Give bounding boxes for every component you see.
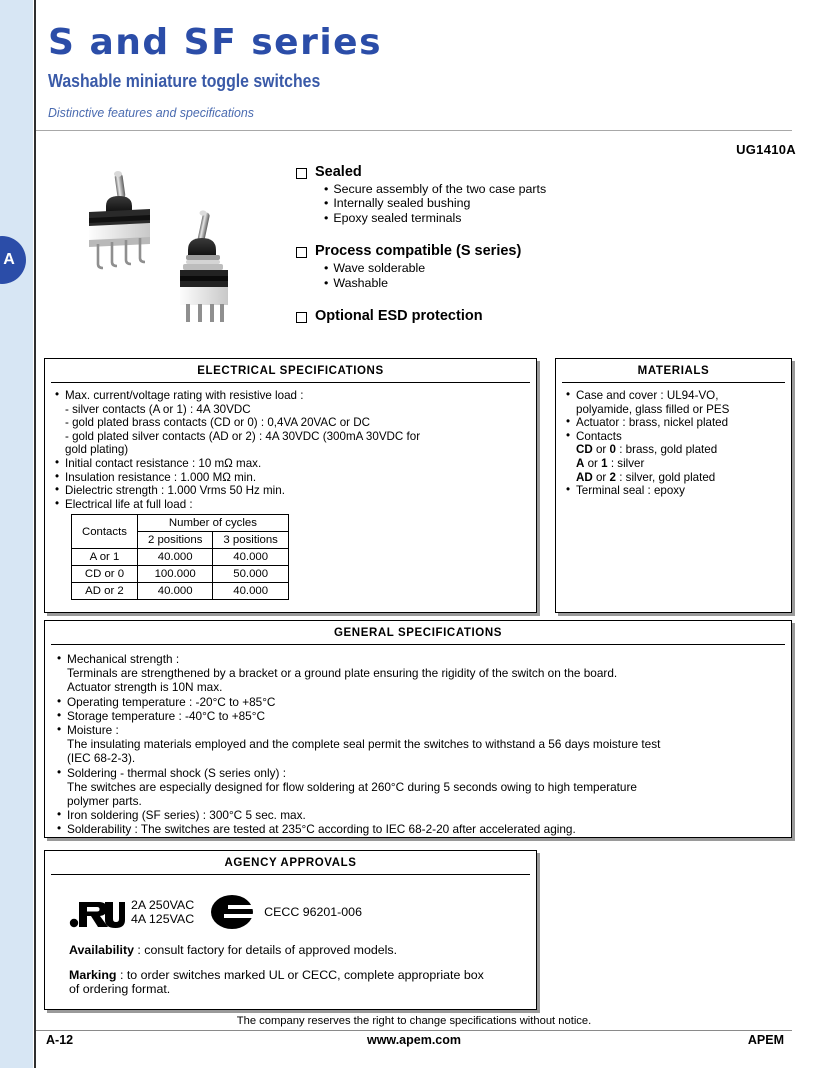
spec-line: - gold plated silver contacts (AD or 2) : 4A 30VDC (300mA 30VDC for bbox=[65, 429, 421, 443]
spec-line: gold plating) bbox=[65, 443, 129, 457]
spec-line: • Terminal seal : epoxy bbox=[566, 484, 783, 498]
contact-desc: : brass, gold plated bbox=[619, 443, 718, 457]
cell-2pos: 100.000 bbox=[137, 566, 212, 583]
cecc-approval-number: CECC 96201-006 bbox=[264, 905, 362, 919]
spec-line: Actuator strength is 10N max. bbox=[67, 680, 223, 695]
spec-line: • Storage temperature : -40°C to +85°C bbox=[57, 709, 781, 723]
contact-alt-code: 1 bbox=[601, 456, 608, 470]
page-subtitle: Washable miniature toggle switches bbox=[48, 71, 321, 91]
cell-contacts: CD or 0 bbox=[72, 566, 138, 583]
cecc-icon bbox=[210, 893, 254, 931]
features-list bbox=[296, 164, 596, 326]
spec-line: polymer parts. bbox=[67, 794, 142, 809]
marking-text: : to order switches marked UL or CECC, complete appropriate box bbox=[116, 967, 484, 982]
list-item: • Epoxy sealed terminals bbox=[324, 211, 596, 225]
cell-contacts: AD or 2 bbox=[72, 583, 138, 600]
contact-desc: : silver bbox=[610, 456, 645, 470]
list-item: • Internally sealed bushing bbox=[324, 196, 596, 210]
feature-heading-label: Optional ESD protection bbox=[315, 308, 483, 325]
general-specifications-body bbox=[45, 645, 791, 843]
page-tagline: Distinctive features and specifications bbox=[48, 105, 254, 120]
ul-rating-line-2: 4A 125VAC bbox=[131, 912, 195, 926]
general-specifications-box bbox=[44, 620, 792, 838]
product-photos bbox=[62, 168, 267, 323]
table-row bbox=[72, 549, 289, 566]
section-tab-a: A bbox=[0, 236, 26, 284]
table-row bbox=[72, 566, 289, 583]
spec-line: • Operating temperature : -20°C to +85°C bbox=[57, 695, 781, 709]
marking-note bbox=[69, 968, 514, 997]
spec-line: • Max. current/voltage rating with resistive load : bbox=[55, 389, 528, 403]
materials-title: MATERIALS bbox=[562, 359, 785, 383]
agency-approvals-title: AGENCY APPROVALS bbox=[51, 851, 530, 875]
contact-desc: : silver, gold plated bbox=[619, 470, 716, 484]
spec-line: • Iron soldering (SF series) : 300°C 5 sec. max. bbox=[57, 808, 781, 822]
list-item: • Washable bbox=[324, 276, 596, 290]
checkbox-square-icon bbox=[296, 247, 307, 258]
left-edge-stripe bbox=[0, 0, 33, 1068]
page-footer bbox=[36, 1033, 792, 1047]
table-header-2-positions: 2 positions bbox=[137, 532, 212, 549]
spec-line: • Case and cover : UL94-VO, bbox=[566, 389, 783, 403]
spec-line: • Contacts bbox=[566, 430, 783, 444]
agency-approvals-box bbox=[44, 850, 537, 1010]
spec-line: The insulating materials employed and the complete seal permit the switches to withstand a 56 days moisture test bbox=[67, 737, 661, 752]
ul-listed-icon bbox=[69, 894, 125, 930]
electrical-specifications-box bbox=[44, 358, 537, 613]
table-row bbox=[72, 515, 289, 532]
table-row bbox=[72, 583, 289, 600]
feature-heading-process-compatible bbox=[296, 243, 596, 259]
electrical-life-table bbox=[71, 514, 289, 600]
marking-label: Marking bbox=[69, 967, 117, 982]
brand-name: APEM bbox=[747, 1033, 784, 1047]
list-item: • Secure assembly of the two case parts bbox=[324, 182, 596, 196]
toggle-switch-photo-right bbox=[180, 210, 228, 322]
table-header-contacts: Contacts bbox=[72, 515, 138, 549]
contact-code: A bbox=[576, 456, 585, 470]
spec-line: Terminals are strengthened by a bracket or a ground plate ensuring the rigidity of the switch on the board. bbox=[67, 666, 618, 681]
feature-heading-label: Sealed bbox=[315, 164, 362, 180]
cell-3pos: 50.000 bbox=[213, 566, 288, 583]
electrical-specifications-title: ELECTRICAL SPECIFICATIONS bbox=[51, 359, 530, 383]
contact-alt-code: 0 bbox=[609, 443, 616, 457]
list-item: • Wave solderable bbox=[324, 261, 596, 275]
toggle-switch-photo-left bbox=[89, 171, 150, 268]
spec-line: • Initial contact resistance : 10 mΩ max. bbox=[55, 457, 528, 471]
agency-approvals-body bbox=[45, 875, 536, 1003]
feature-heading-sealed bbox=[296, 164, 596, 180]
spec-line: • Electrical life at full load : bbox=[55, 498, 528, 512]
availability-text: : consult factory for details of approved models. bbox=[133, 943, 398, 957]
materials-box bbox=[555, 358, 792, 613]
cell-2pos: 40.000 bbox=[137, 583, 212, 600]
marking-text-line2: of ordering format. bbox=[69, 982, 171, 997]
header-divider bbox=[36, 130, 792, 131]
spec-line: • Moisture : bbox=[57, 723, 781, 737]
spec-line-contacts-a: A or 1 : silver bbox=[576, 456, 645, 470]
agency-marks-row bbox=[69, 891, 528, 933]
availability-note bbox=[69, 943, 514, 958]
contact-code: CD bbox=[576, 443, 593, 457]
contact-code: AD bbox=[576, 470, 593, 484]
cell-2pos: 40.000 bbox=[137, 549, 212, 566]
cell-3pos: 40.000 bbox=[213, 549, 288, 566]
ul-ratings bbox=[131, 898, 194, 927]
table-header-3-positions: 3 positions bbox=[213, 532, 288, 549]
spec-line-contacts-cd: CD or 0 : brass, gold plated bbox=[576, 443, 718, 457]
feature-items-process-compatible bbox=[324, 261, 596, 290]
feature-heading-esd bbox=[296, 308, 596, 324]
spec-line: - silver contacts (A or 1) : 4A 30VDC bbox=[65, 402, 251, 416]
electrical-specifications-body bbox=[45, 383, 536, 606]
spec-line: • Mechanical strength : bbox=[57, 652, 781, 666]
checkbox-square-icon bbox=[296, 312, 307, 323]
spec-line: • Dielectric strength : 1.000 Vrms 50 Hz min. bbox=[55, 484, 528, 498]
spec-line-contacts-ad: AD or 2 : silver, gold plated bbox=[576, 470, 716, 484]
spec-line: • Insulation resistance : 1.000 MΩ min. bbox=[55, 471, 528, 485]
cell-contacts: A or 1 bbox=[72, 549, 138, 566]
spec-line: • Solderability : The switches are tested at 235°C according to IEC 68-2-20 after accelerated aging. bbox=[57, 822, 781, 836]
contact-alt-code: 2 bbox=[609, 470, 616, 484]
page-title: S and SF series bbox=[48, 22, 383, 63]
availability-label: Availability bbox=[69, 943, 134, 957]
footer-divider bbox=[36, 1030, 792, 1031]
disclaimer-text: The company reserves the right to change specifications without notice. bbox=[236, 1015, 592, 1027]
spec-line: polyamide, glass filled or PES bbox=[576, 402, 730, 416]
document-code: UG1410A bbox=[736, 142, 796, 157]
cell-3pos: 40.000 bbox=[213, 583, 288, 600]
ul-rating-line-1: 2A 250VAC bbox=[131, 897, 195, 912]
website-link[interactable]: www.apem.com bbox=[366, 1033, 461, 1047]
spec-line: • Soldering - thermal shock (S series only) : bbox=[57, 766, 781, 780]
feature-heading-label: Process compatible (S series) bbox=[315, 243, 522, 260]
spec-line: - gold plated brass contacts (CD or 0) : 0,4VA 20VAC or DC bbox=[65, 416, 371, 430]
spec-line: • Actuator : brass, nickel plated bbox=[566, 416, 783, 430]
table-header-cycles: Number of cycles bbox=[137, 515, 288, 532]
checkbox-square-icon bbox=[296, 168, 307, 179]
feature-items-sealed bbox=[324, 182, 596, 225]
materials-body bbox=[556, 383, 791, 504]
spec-line: (IEC 68-2-3). bbox=[67, 751, 136, 766]
spec-line: The switches are especially designed for flow soldering at 260°C during 5 seconds owing to high temperature bbox=[67, 779, 637, 794]
page-number: A-12 bbox=[46, 1033, 74, 1047]
general-specifications-title: GENERAL SPECIFICATIONS bbox=[51, 621, 785, 645]
